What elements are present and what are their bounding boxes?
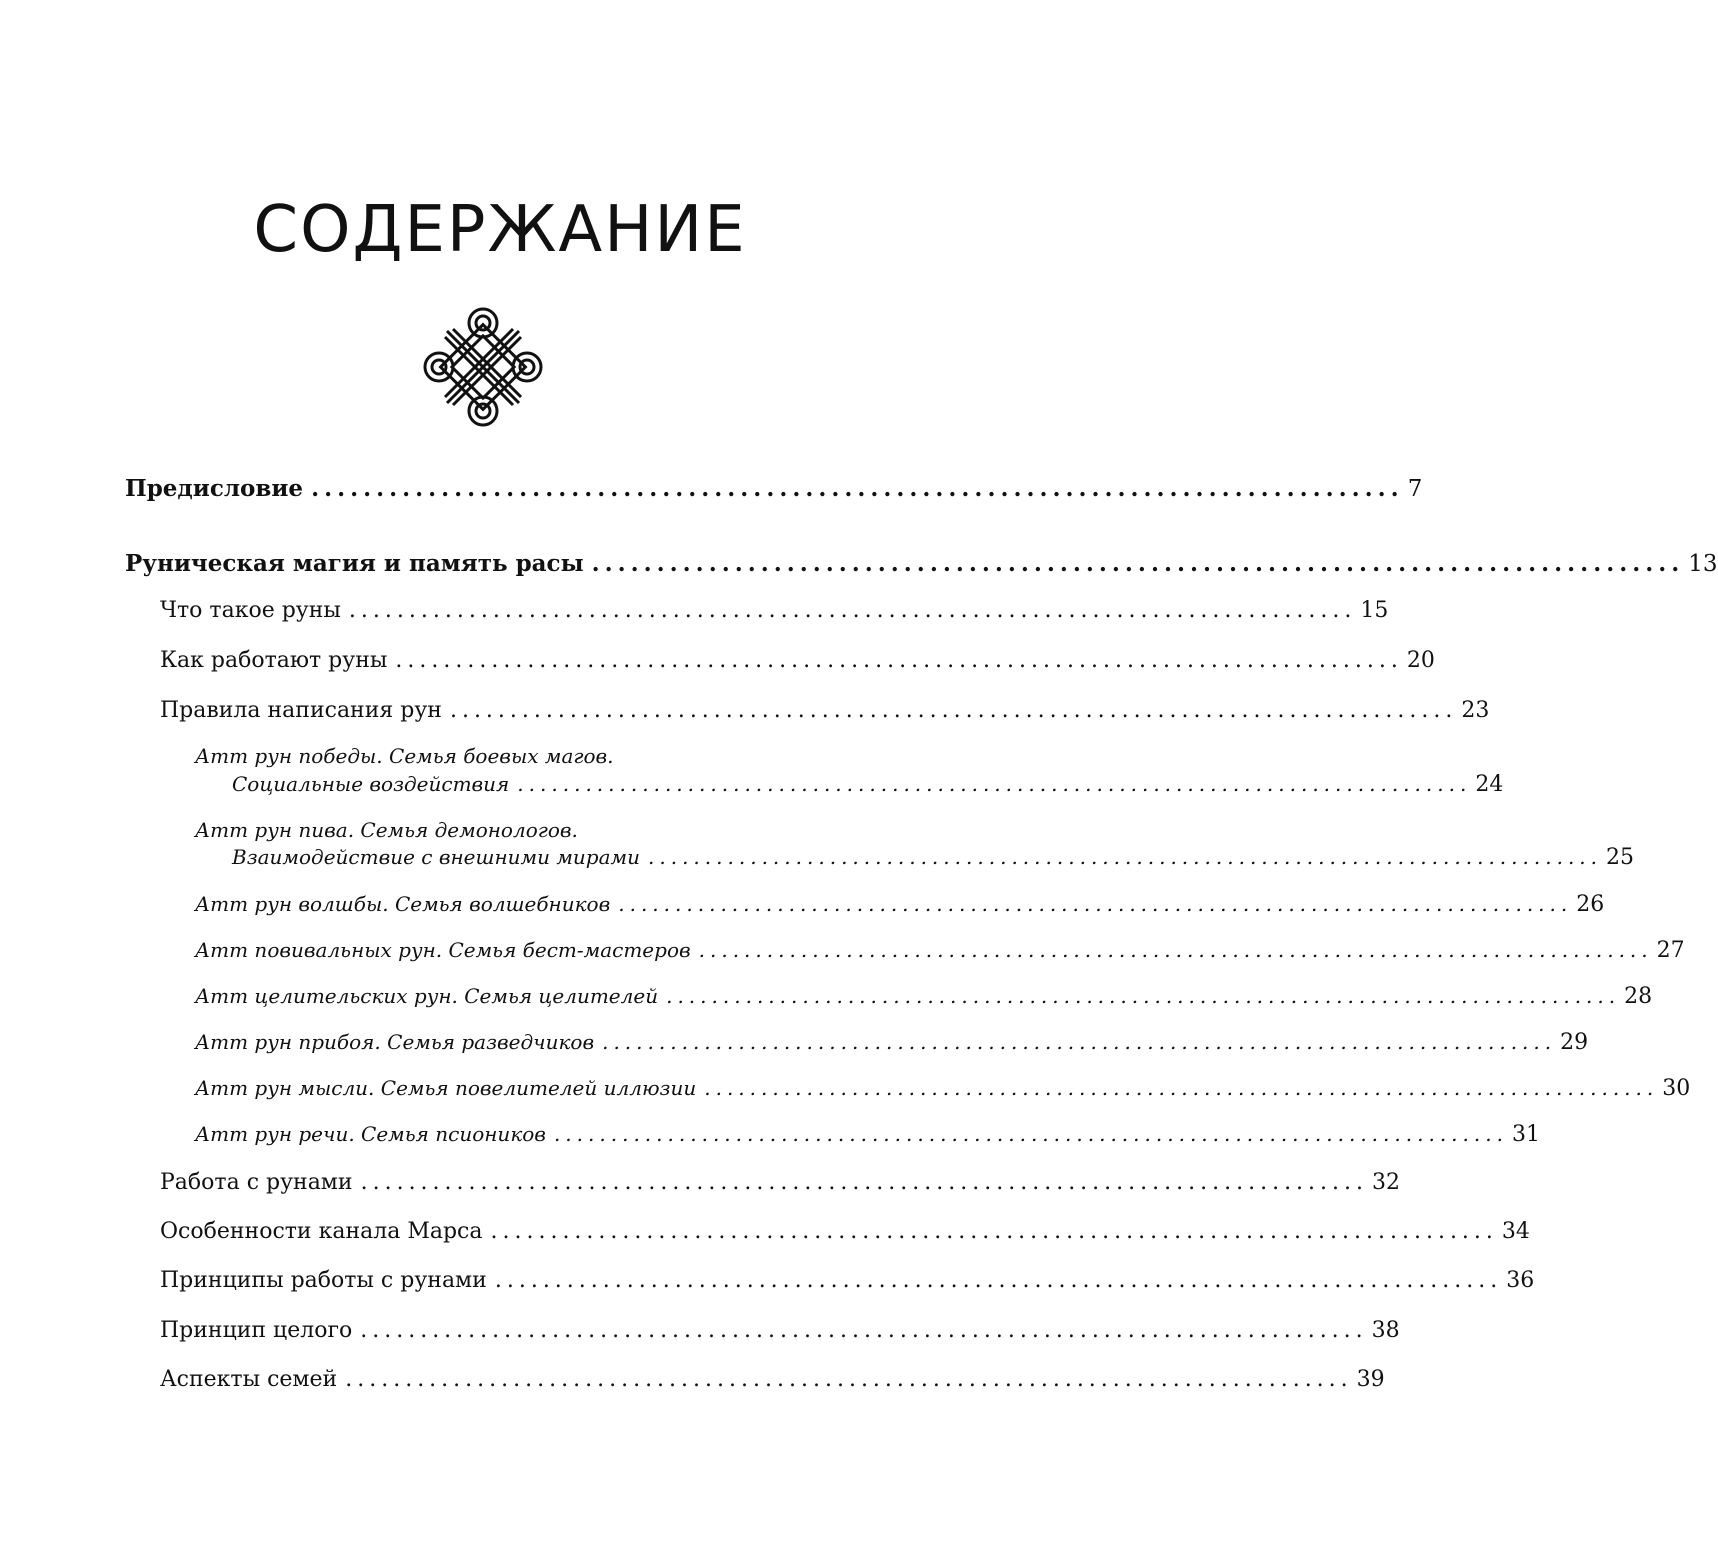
toc-page-number: 15 xyxy=(1360,598,1389,623)
toc-page-number: 27 xyxy=(1656,938,1685,963)
toc-entry-title-line1: Атт рун победы. Семья боевых магов. xyxy=(195,744,614,768)
dot-leader: .................................................................................... xyxy=(666,984,1621,1008)
toc-page-number: 28 xyxy=(1624,984,1653,1009)
toc-page-number: 26 xyxy=(1576,892,1605,917)
toc-entry[interactable] xyxy=(195,892,1605,917)
toc-entry-title: Особенности канала Марса xyxy=(160,1219,483,1244)
toc-entry[interactable] xyxy=(125,550,1718,577)
toc-entry-title: Аспекты семей xyxy=(160,1367,338,1392)
toc-entry[interactable] xyxy=(160,648,1435,673)
toc-entry[interactable] xyxy=(195,938,1685,963)
dot-leader: .................................................................................... xyxy=(360,1170,1369,1195)
dot-leader: .................................................................................... xyxy=(591,550,1685,577)
toc-page-number: 29 xyxy=(1560,1030,1589,1055)
toc-entry[interactable] xyxy=(195,984,1653,1009)
toc-entry-title: Социальные воздействия xyxy=(232,772,510,796)
toc-entry-title: Атт рун волшбы. Семья волшебников xyxy=(195,892,611,916)
dot-leader: .................................................................................... xyxy=(345,1367,1353,1392)
toc-entry[interactable] xyxy=(160,1219,1530,1244)
toc-page-number: 36 xyxy=(1506,1268,1535,1293)
toc-entry-title: Атт целительских рун. Семья целителей xyxy=(195,984,659,1008)
dot-leader: .................................................................................... xyxy=(698,938,1653,962)
dot-leader: .................................................................................... xyxy=(602,1030,1557,1054)
toc-page-number: 13 xyxy=(1688,551,1718,577)
toc-page-number: 32 xyxy=(1372,1170,1401,1195)
toc-entry-title: Атт рун мысли. Семья повелителей иллюзии xyxy=(195,1076,697,1100)
dot-leader: .................................................................................... xyxy=(395,648,1403,673)
dot-leader: .................................................................................... xyxy=(618,892,1573,916)
toc-entry-title: Принцип целого xyxy=(160,1318,353,1343)
toc-page-number: 31 xyxy=(1511,1122,1540,1147)
toc-entry-title-line1: Атт рун пива. Семья демонологов. xyxy=(195,818,578,842)
toc-entry[interactable] xyxy=(195,1122,1540,1147)
toc-entry[interactable] xyxy=(232,845,1635,870)
dot-leader: .................................................................................... xyxy=(648,845,1603,869)
toc-entry[interactable] xyxy=(195,1030,1589,1055)
toc-entry[interactable] xyxy=(160,1268,1535,1293)
toc-page-number: 23 xyxy=(1461,698,1490,723)
toc-entry[interactable] xyxy=(160,1318,1400,1343)
dot-leader: .................................................................................... xyxy=(553,1122,1508,1146)
toc-entry-title: Что такое руны xyxy=(160,598,341,623)
toc-entry[interactable] xyxy=(160,1367,1385,1392)
toc-entry-title: Принципы работы с рунами xyxy=(160,1268,487,1293)
dot-leader: .................................................................................... xyxy=(360,1318,1368,1343)
toc-page-number: 25 xyxy=(1606,845,1635,870)
toc-entry-title: Атт рун прибоя. Семья разведчиков xyxy=(195,1030,595,1054)
toc-page-number: 39 xyxy=(1356,1367,1385,1392)
toc-page-number: 30 xyxy=(1662,1076,1691,1101)
toc-page-number: 24 xyxy=(1475,772,1504,797)
toc-entry[interactable] xyxy=(232,772,1504,797)
dot-leader: .................................................................................... xyxy=(517,772,1472,796)
toc-entry-title: Как работают руны xyxy=(160,648,388,673)
toc-page-number: 20 xyxy=(1406,648,1435,673)
toc-entry-title: Предисловие xyxy=(125,475,304,502)
toc-page-number: 34 xyxy=(1501,1219,1530,1244)
toc-entry-title: Взаимодействие с внешними мирами xyxy=(232,845,640,869)
toc-entry[interactable] xyxy=(195,1076,1691,1101)
dot-leader: .................................................................................... xyxy=(311,475,1404,502)
dot-leader: .................................................................................... xyxy=(704,1076,1659,1100)
dot-leader: .................................................................................... xyxy=(490,1219,1498,1244)
toc-entry[interactable] xyxy=(160,698,1490,723)
dot-leader: .................................................................................... xyxy=(449,698,1458,723)
toc-entry-title: Руническая магия и память расы xyxy=(125,550,584,577)
toc-entry-title: Работа с рунами xyxy=(160,1170,353,1195)
page-title: СОДЕРЖАНИЕ xyxy=(253,193,747,267)
dot-leader: .................................................................................... xyxy=(494,1268,1503,1293)
dot-leader: .................................................................................... xyxy=(348,598,1357,623)
toc-entry[interactable] xyxy=(125,475,1423,502)
toc-entry[interactable] xyxy=(160,598,1389,623)
toc-entry-title: Правила написания рун xyxy=(160,698,442,723)
toc-entry-title: Атт рун речи. Семья псиоников xyxy=(195,1122,546,1146)
toc-entry[interactable] xyxy=(160,1170,1401,1195)
toc-entry-title: Атт повивальных рун. Семья бест-мастеров xyxy=(195,938,691,962)
toc-page-number: 7 xyxy=(1407,476,1423,502)
toc-page-number: 38 xyxy=(1371,1318,1400,1343)
